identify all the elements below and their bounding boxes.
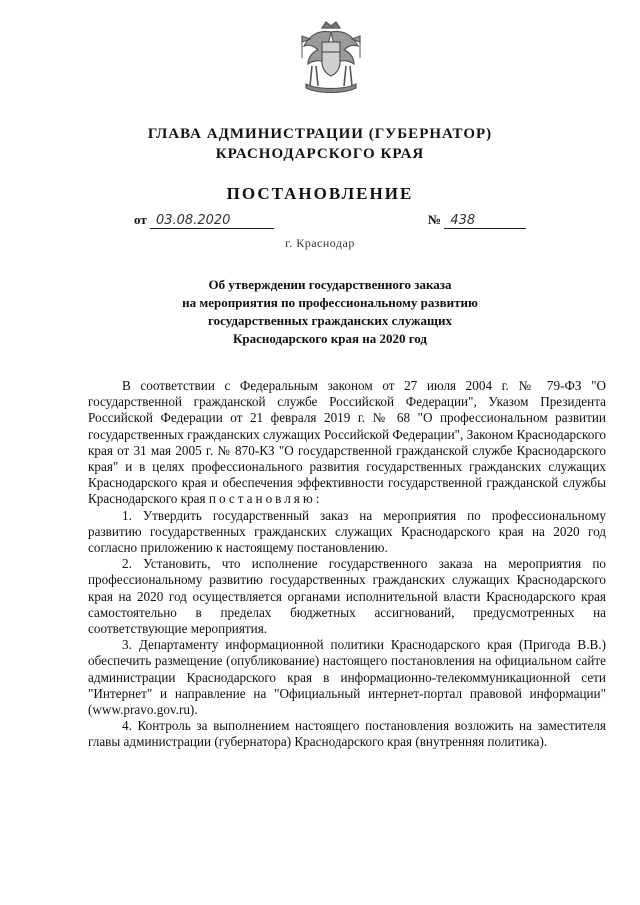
- clause-paragraph: 4. Контроль за выполнением настоящего постановления возложить на заместителя главы администрации (губернатора) Краснодарского края (внутренняя политика).: [88, 718, 606, 750]
- decree-word: постановляю:: [208, 491, 323, 507]
- document-body: [88, 378, 606, 751]
- title-line: на мероприятия по профессиональному развитию: [182, 295, 478, 310]
- date-prefix: от: [134, 212, 147, 227]
- title-line: государственных гражданских служащих: [208, 313, 452, 328]
- document-city: г. Краснодар: [285, 236, 355, 250]
- preamble-paragraph: [88, 378, 606, 508]
- date-value: 03.08.2020: [150, 213, 274, 229]
- clause-paragraph: 3. Департаменту информационной политики Краснодарского края (Пригода В.В.) обеспечить размещение (опубликование) настоящего постановления на официальном сайте администрации Краснодарского края в информационно-телекоммуникационной сети "Интернет" и направление на "Официальный интернет-портал правовой информации" (www.pravo.gov.ru).: [88, 637, 606, 718]
- document-type: ПОСТАНОВЛЕНИЕ: [226, 184, 414, 203]
- document-date: [134, 212, 274, 229]
- authority-title-line-1: ГЛАВА АДМИНИСТРАЦИИ (ГУБЕРНАТОР): [147, 126, 493, 142]
- authority-title-line-2: КРАСНОДАРСКОГО КРАЯ: [215, 146, 425, 162]
- clause-paragraph: 1. Утвердить государственный заказ на мероприятия по профессиональному развитию государственных гражданских служащих Краснодарского края на 2020 год согласно приложению к настоящему постановлению.: [88, 507, 606, 556]
- document-number: [428, 212, 526, 229]
- title-line: Краснодарского края на 2020 год: [232, 331, 428, 346]
- number-value: 438: [444, 213, 526, 229]
- title-line: Об утверждении государственного заказа: [208, 277, 452, 292]
- preamble-text: В соответствии с Федеральным законом от 27 июля 2004 г. № 79-ФЗ "О государственной гражданской службе Российской Федерации", Указом Президента Российской Федерации от 21 февраля 2019 г. № 68 "О профессиональном развитии государственных гражданских служащих Российской Федерации", Законом Краснодарского края от 31 мая 2005 г. № 870-КЗ "О государственной гражданской службе Краснодарского края" и в целях профессионального развития государственных гражданских служащих Краснодарского края и обеспечения эффективности государственной гражданской службы Краснодарского края: [88, 378, 606, 507]
- coat-of-arms-icon: [296, 18, 366, 94]
- number-prefix: №: [428, 212, 442, 227]
- document-title: [120, 276, 540, 348]
- clause-paragraph: 2. Установить, что исполнение государственного заказа на мероприятия по профессиональному развитию государственных гражданских служащих Краснодарского края на 2020 год осуществляется органами исполнительной власти Краснодарского края самостоятельно в пределах бюджетных ассигнований, предусмотренных на соответствующие мероприятия.: [88, 556, 606, 637]
